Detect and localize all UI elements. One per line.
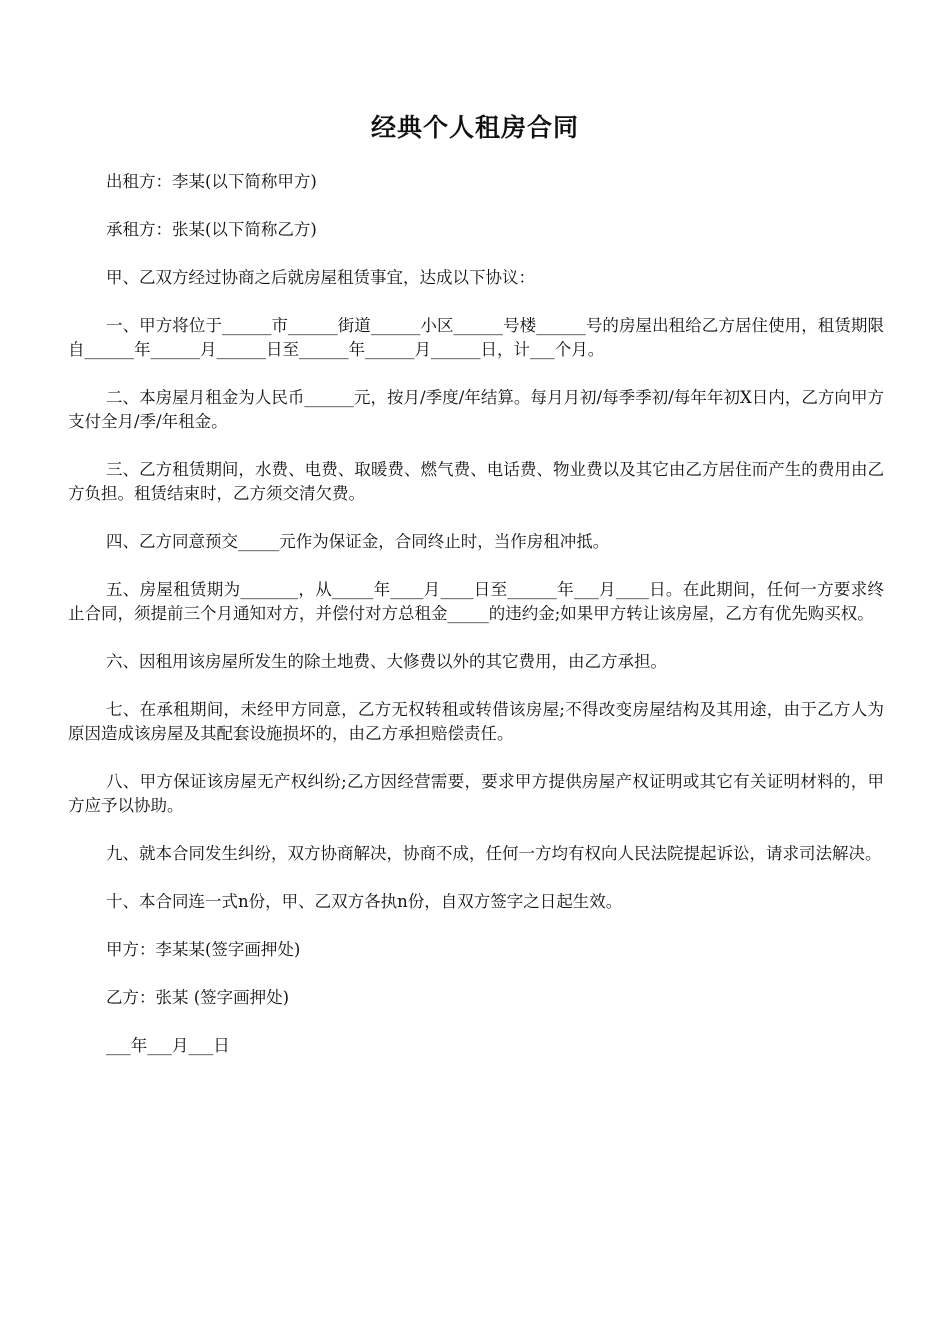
party-b-signature: 乙方：张某 (签字画押处) <box>106 988 290 1007</box>
clause-9: 九、就本合同发生纠纷，双方协商解决，协商不成，任何一方均有权向人民法院提起诉讼，请求司法解决。 <box>106 844 882 863</box>
clause-7: 七、在承租期间，未经甲方同意，乙方无权转租或转借该房屋;不得改变房屋结构及其用途，由于乙方人为原因造成该房屋及其配套设施损坏的，由乙方承担赔偿责任。 <box>68 700 884 743</box>
lessor-line: 出租方：李某(以下简称甲方) <box>106 172 317 191</box>
clause-2: 二、本房屋月租金为人民币______元，按月/季度/年结算。每月月初/每季季初/每年年初X日内，乙方向甲方支付全月/季/年租金。 <box>68 388 884 431</box>
clause-4: 四、乙方同意预交_____元作为保证金，合同终止时，当作房租冲抵。 <box>106 532 610 551</box>
document-body <box>68 170 884 1082</box>
agreement-intro: 甲、乙双方经过协商之后就房屋租赁事宜，达成以下协议： <box>106 268 535 287</box>
clause-1: 一、甲方将位于______市______街道______小区______号楼______号的房屋出租给乙方居住使用，租赁期限自______年______月______日至______年______月______日，计___个月。 <box>68 316 884 359</box>
clause-3: 三、乙方租赁期间，水费、电费、取暖费、燃气费、电话费、物业费以及其它由乙方居住而产生的费用由乙方负担。租赁结束时，乙方须交清欠费。 <box>68 460 884 503</box>
party-a-signature: 甲方：李某某(签字画押处) <box>106 940 301 959</box>
document-title: 经典个人租房合同 <box>370 113 579 142</box>
lessee-line: 承租方：张某(以下简称乙方) <box>106 220 317 239</box>
clause-8: 八、甲方保证该房屋无产权纠纷;乙方因经营需要，要求甲方提供房屋产权证明或其它有关证明材料的，甲方应予以协助。 <box>68 772 884 815</box>
clause-6: 六、因租用该房屋所发生的除土地费、大修费以外的其它费用，由乙方承担。 <box>106 652 667 671</box>
signing-date: ___年___月___日 <box>106 1036 230 1055</box>
clause-10: 十、本合同连一式n份，甲、乙双方各执n份，自双方签字之日起生效。 <box>106 892 623 911</box>
clause-5: 五、房屋租赁期为_______，从_____年____月____日至______年___月____日。在此期间，任何一方要求终止合同，须提前三个月通知对方，并偿付对方总租金_____的违约金;如果甲方转让该房屋，乙方有优先购买权。 <box>68 580 884 623</box>
